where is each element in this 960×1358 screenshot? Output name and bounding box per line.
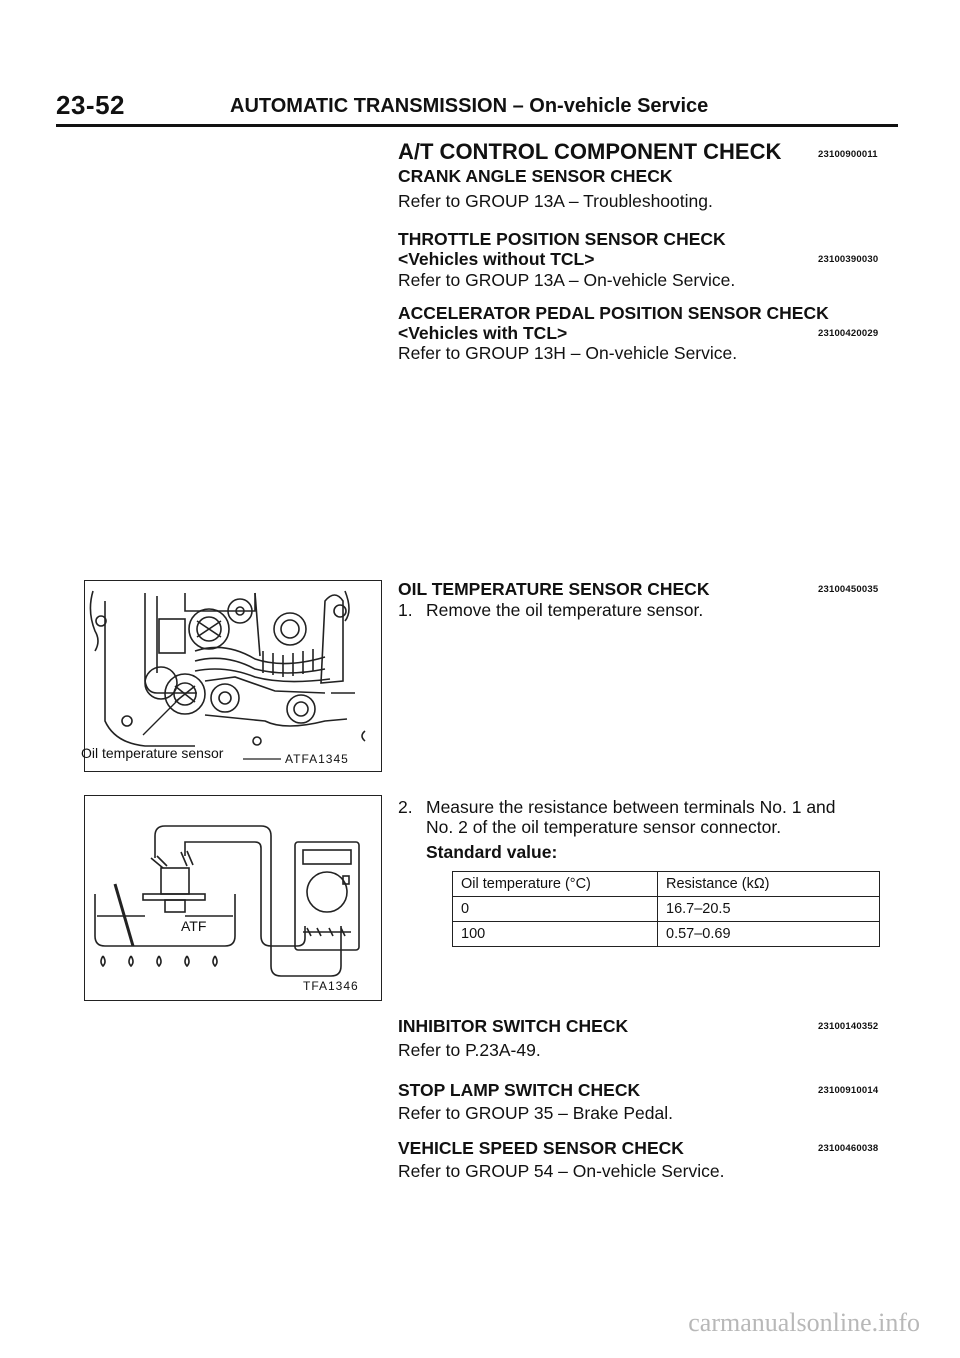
figure-id-atfa1345: ATFA1345 [285,752,349,766]
accel-sensor-body: Refer to GROUP 13H – On-vehicle Service. [398,343,738,363]
figure-oil-temp-sensor-location [81,580,382,772]
throttle-sensor-code: 23100390030 [818,254,879,265]
oil-temp-sensor-title: OIL TEMPERATURE SENSOR CHECK [398,579,710,599]
ohmmeter-measurement-illustration [85,796,381,1000]
inhibitor-switch-title: INHIBITOR SWITCH CHECK [398,1016,629,1036]
table-row [453,922,880,947]
table-cell: 0.57–0.69 [658,922,880,947]
step-2-number: 2. [398,797,413,817]
resistance-spec-table [452,871,880,947]
inhibitor-switch-code: 23100140352 [818,1021,879,1032]
step-2-text-line-2: No. 2 of the oil temperature sensor connector. [426,817,782,837]
crank-sensor-body: Refer to GROUP 13A – Troubleshooting. [398,191,713,211]
throttle-sensor-title: THROTTLE POSITION SENSOR CHECK [398,229,726,249]
callout-leader-line [143,699,179,735]
standard-value-label: Standard value: [426,842,558,862]
crank-sensor-title: CRANK ANGLE SENSOR CHECK [398,166,673,186]
main-heading-code: 23100900011 [818,149,878,160]
throttle-sensor-body: Refer to GROUP 13A – On-vehicle Service. [398,270,736,290]
figure-id-tfa1346: TFA1346 [303,979,359,993]
figure-label-atf: ATF [181,918,207,934]
main-heading: A/T CONTROL COMPONENT CHECK [398,139,782,164]
oil-temp-sensor-code: 23100450035 [818,584,879,595]
vehicle-speed-sensor-code: 23100460038 [818,1143,879,1154]
transmission-valve-body-illustration [85,581,381,771]
table-row [453,897,880,922]
header-rule [56,124,898,127]
table-header-cell: Resistance (kΩ) [658,872,880,897]
figure-caption-oil-temp-sensor: Oil temperature sensor [81,745,224,761]
watermark: carmanualsonline.info [688,1308,920,1337]
table-cell: 16.7–20.5 [658,897,880,922]
page-header-title: AUTOMATIC TRANSMISSION – On-vehicle Service [230,95,709,117]
table-header-row [453,872,880,897]
accel-sensor-title: ACCELERATOR PEDAL POSITION SENSOR CHECK [398,303,829,323]
stop-lamp-switch-title: STOP LAMP SWITCH CHECK [398,1080,641,1100]
throttle-sensor-subtitle: <Vehicles without TCL> [398,249,595,269]
vehicle-speed-sensor-title: VEHICLE SPEED SENSOR CHECK [398,1138,684,1158]
accel-sensor-subtitle: <Vehicles with TCL> [398,323,568,343]
inhibitor-switch-body: Refer to P.23A-49. [398,1040,541,1060]
table-cell: 0 [453,897,658,922]
stop-lamp-switch-code: 23100910014 [818,1085,879,1096]
page-number: 23-52 [56,90,125,120]
accel-sensor-code: 23100420029 [818,328,879,339]
vehicle-speed-sensor-body: Refer to GROUP 54 – On-vehicle Service. [398,1161,725,1181]
step-1-text: Remove the oil temperature sensor. [426,600,704,620]
table-header-cell: Oil temperature (°C) [453,872,658,897]
figure-resistance-measurement [84,795,382,1001]
step-2-text-line-1: Measure the resistance between terminals No. 1 and [426,797,836,817]
table-cell: 100 [453,922,658,947]
step-1-number: 1. [398,600,413,620]
stop-lamp-switch-body: Refer to GROUP 35 – Brake Pedal. [398,1103,673,1123]
